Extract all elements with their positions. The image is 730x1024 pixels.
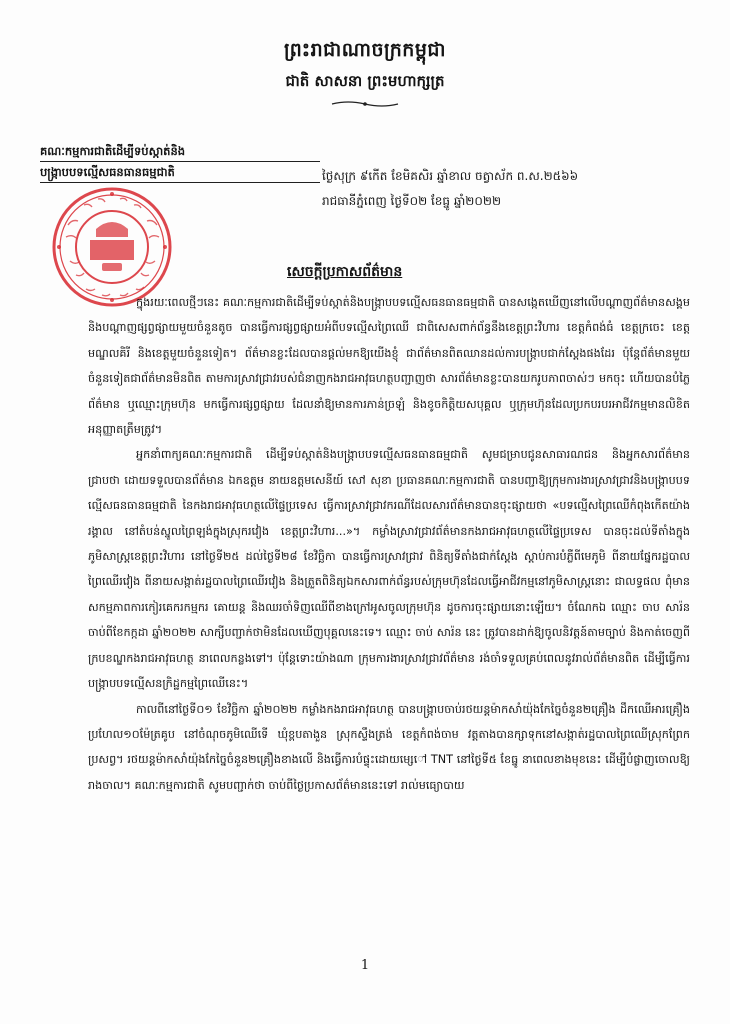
paragraph-2: អ្នកនាំពាក្យគណៈកម្មការជាតិ ដើម្បីទប់ស្កាត់និងបង្ក្រាបបទល្មើសធនធានធម្មជាតិ សូមជម្រាបជូនសាធារណជន និងអ្នកសារព័ត៌មានជ្រាបថា ដោយទទួលបានព័ត៌មាន ឯកឧត្ដម នាយឧត្ដមសេនីយ៍ សៅ សុខា ប្រធានគណៈកម្មការជាតិ បានបញ្ជាឱ្យក្រុមការងារស្រាវជ្រាវនិងបង្ក្រាបបទល្មើសធនធានធម្មជាតិ នៃកងរាជអាវុធហត្ថលើផ្ទៃប្រទេស ធ្វើការស្រាវជ្រាវករណីដែលសារព័ត៌មានបានចុះផ្សាយថា «បទល្មើសព្រៃឈើកំពុងកើតយ៉ាងរង្គាល នៅតំបន់ស្នូលព្រៃឡង់ក្នុងស្រុករវៀង ខេត្តព្រះវិហារ...»។ កម្លាំងស្រាវជ្រាវព័ត៌មានកងរាជអាវុធហត្ថលើផ្ទៃប្រទេស បានចុះដល់ទីតាំងក្នុងភូមិសាស្ត្រខេត្តព្រះវិហារ នៅថ្ងៃទី២៥ ដល់ថ្ងៃទី២៨ ខែវិច្ឆិកា បានធ្វើការស្រាវជ្រាវ ពិនិត្យទីតាំងជាក់ស្ដែង ស្ដាប់ការបំភ្លឺពីមេភូមិ ពីនាយផ្នែករដ្ឋបាលព្រៃឈើរវៀង ពីនាយសង្កាត់រដ្ឋបាលព្រៃឈើរវៀង និងត្រួតពិនិត្យឯកសារពាក់ព័ន្ធរបស់ក្រុមហ៊ុនដែលធ្វើអាជីវកម្មនៅភូមិសាស្ត្រនោះ ជាលទ្ធផល ពុំមានសកម្មភាពការកៀរគេករកម្មករ គោយន្ត និងឈរចាំទិញឈើពីខាងក្រៅអូសចូលក្រុមហ៊ុន ដូចការចុះផ្សាយនោះឡើយ។ ចំណែកឯ ឈ្មោះ ចាប សារ៉ន ចាប់ពីខែកក្កដា ឆ្នាំ២០២២ សាក្សីបញ្ជាក់ថាមិនដែលឃើញបុគ្គលនេះទេ។ ឈ្មោះ ចាប់ សារ៉ន នេះ ត្រូវបានដាក់ឱ្យចូលនិវត្តន៍តាមច្បាប់ និងកាត់ចេញពីក្របខណ្ឌកងរាជអាវុធហត្ថ នាពេលកន្លងទៅ។ ប៉ុន្តែទោះយ៉ាងណា ក្រុមការងារស្រាវជ្រាវព័ត៌មាន រង់ចាំទទួលគ្រប់ពេលនូវរាល់ព័ត៌មានពិត ដើម្បីធ្វើការបង្ក្រាបបទល្មើសនក្រិដ្ឋកម្មព្រៃឈើនេះ។	[88, 448, 690, 691]
lunar-date: ថ្ងៃសុក្រ ៩កើត ខែមិគសិរ ឆ្នាំខាល ចត្វាស័ក ព.ស.២៥៦៦	[322, 169, 579, 183]
sender-line-2: បង្ក្រាបបទល្មើសធនធានធម្មជាតិ	[40, 162, 320, 183]
paragraph-3: កាលពីនៅថ្ងៃទី០១ ខែវិច្ឆិកា ឆ្នាំ២០២២ កម្លាំងកងរាជអាវុធហត្ថ បានបង្ក្រាបចាប់រថយន្តម៉ាកសាំយ៉ុងកែច្នៃចំនួន២គ្រឿង ដឹកឈើអារគ្រឿងប្រហែល១០ម៉ែត្រគូប នៅចំណុចភូមិឈើទើ ឃុំខ្ពបតាងួន ស្រុកស្ទឹងត្រង់ ខេត្តកំពង់ចាម វត្តតាងបានក្សាទុកនៅសង្កាត់រដ្ឋបាលព្រៃឈើស្រុកព្រែកប្រសព្វ។ រថយន្តម៉ាកសាំយ៉ុងកែច្នៃចំនួន២គ្រឿងខាងលើ និងធ្វើការបំផ្ទុះដោយមេ្សៅ TNT នៅថ្ងៃទី៥ ខែធ្នូ នាពេលខាងមុខនេះ ដើម្បីបំផ្លាញចោលឱ្យរាងចាល។ គណៈកម្មការជាតិ សូមបញ្ជាក់ថា ចាប់ពីថ្ងៃប្រកាសព័ត៌មាននេះទៅ រាល់មធ្យោបាយ	[88, 702, 690, 792]
document-body	[88, 290, 690, 798]
sender-committee	[40, 141, 320, 183]
paragraph-1: ក្នុងរយៈពេលថ្មីៗនេះ គណៈកម្មការជាតិដើម្បីទប់ស្កាត់និងបង្ក្រាបបទល្មើសធនធានធម្មជាតិ បានសង្កេតឃើញនៅលើបណ្ដាញព័ត៌មានសង្គម និងបណ្ដាញផ្សព្វផ្សាយមួយចំនួនតូច បានធ្វើការផ្សព្វផ្សាយអំពីបទល្មើសព្រៃឈើ ជាពិសេសពាក់ព័ន្ធនឹងខេត្តព្រះវិហារ ខេត្តកំពង់ធំ ខេត្តក្រចេះ ខេត្តមណ្ឌលគិរី និងខេត្តមួយចំនួនទៀត។ ព័ត៌មានខ្លះដែលបានផ្ដល់មកឱ្យយើងខ្ញុំ ជាព័ត៌មានពិតឈានដល់ការបង្ក្រាបជាក់ស្ដែងផងដែរ ប៉ុន្តែព័ត៌មានមួយចំនួនទៀតជាព័ត៌មានមិនពិត តាមការស្រាវជ្រាវរបស់ជំនាញកងរាជអាវុធហត្ថបញ្ជាញថា សារព័ត៌មានខ្លះបានយករូបភាពចាស់ៗ មកចុះ ហើយបានបំភ្លៃព័ត៌មាន ឬឈ្មោះក្រុមហ៊ុន មកធ្វើការផ្សព្វផ្សាយ ដែលនាំឱ្យមានការភាន់ច្រឡំ និងខូចកិត្តិយសបុគ្គល ឬក្រុមហ៊ុនដែលប្រកបរបរអាជីវកម្មមានលិខិតអនុញ្ញាតត្រឹមត្រូវ។	[88, 296, 690, 437]
page-number: 1	[360, 958, 370, 973]
national-motto: ជាតិ សាសនា ព្រះមហាក្សត្រ	[285, 72, 445, 90]
kingdom-heading: ព្រះរាជាណាចក្រកម្ពុជា	[284, 39, 446, 61]
sender-line-1: គណៈកម្មការជាតិដើម្បីទប់ស្កាត់និង	[40, 141, 320, 162]
document-title: សេចក្ដីប្រកាសព័ត៌មាន	[287, 264, 403, 280]
ornament-divider-icon	[330, 100, 400, 108]
solar-date: រាជធានីភ្នំពេញ ថ្ងៃទី០២ ខែធ្នូ ឆ្នាំ២០២២	[322, 194, 502, 208]
